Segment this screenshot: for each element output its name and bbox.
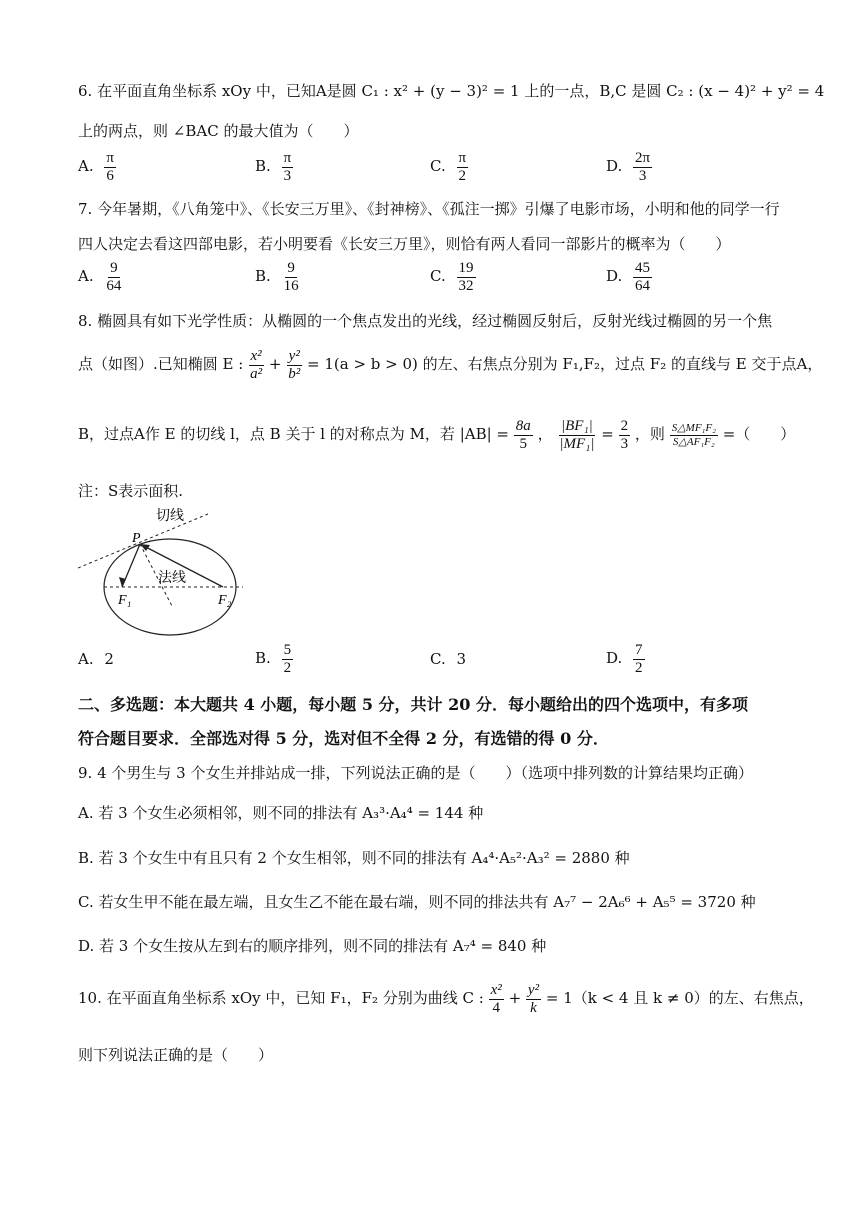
option-label: D. xyxy=(606,267,623,285)
option-label: A. xyxy=(78,267,94,285)
denominator: 3 xyxy=(283,167,292,184)
q10-line1-suffix: = 1（k < 4 且 k ≠ 0）的左、右焦点， xyxy=(545,989,814,1007)
point-p-label: P xyxy=(132,531,141,546)
q10-line1: 10. 在平面直角坐标系 xOy 中，已知 F₁，F₂ 分别为曲线 C : $\frac{\text{x²}}{4}$ + $\frac{\text{y²}}{k}$ = 1（k < 4 且 k ≠ 0）的左、右焦点， xyxy=(78,982,814,1016)
fraction xyxy=(282,150,294,184)
numerator: |BF₁| xyxy=(561,418,593,434)
q7-line1: 7. 今年暑期，《八角笼中》、《长安三万里》、《封神榜》、《孤注一掷》引爆了电影市场，小明和他的同学一行 xyxy=(78,200,780,218)
numerator: 2π xyxy=(635,150,651,166)
denominator: 64 xyxy=(635,277,651,294)
q8-line2-suffix: = 1(a > b > 0) 的左、右焦点分别为 F₁,F₂，过点 F₂ 的直线与 E 交于点A， xyxy=(307,355,823,373)
numerator: π xyxy=(283,150,292,166)
q6-option-a xyxy=(78,150,116,184)
q10-line1-prefix: 10. 在平面直角坐标系 xOy 中，已知 F₁，F₂ 分别为曲线 C : xyxy=(78,989,484,1007)
numerator: 9 xyxy=(287,260,295,276)
q6-line1: 6. 在平面直角坐标系 xOy 中，已知A是圆 C₁ : x² + (y − 3)² = 1 上的一点，B,C 是圆 C₂ : (x − 4)² + y² = 4 xyxy=(78,82,825,100)
denominator: 5 xyxy=(519,435,528,452)
q7-line2: 四人决定去看这四部电影，若小明要看《长安三万里》，则恰有两人看同一部影片的概率为（ ） xyxy=(78,235,731,253)
denominator: 2 xyxy=(283,659,292,676)
q8-option-b xyxy=(255,642,293,676)
numerator: 7 xyxy=(635,642,643,658)
option-label: A. xyxy=(78,157,94,175)
fraction xyxy=(514,418,533,452)
denominator: a² xyxy=(250,365,263,382)
denominator: 2 xyxy=(635,659,643,676)
denominator: 4 xyxy=(492,999,500,1016)
denominator: k xyxy=(530,999,537,1016)
fraction xyxy=(104,150,116,184)
numerator: y² xyxy=(288,348,300,364)
option-label: D. xyxy=(606,157,623,175)
q8-line3-suffix: =（ ） xyxy=(722,425,796,443)
q8-option-a xyxy=(78,650,114,668)
tangent-label: 切线 xyxy=(156,508,184,524)
numerator: x² xyxy=(250,348,262,364)
q8-line3-then: ，则 xyxy=(634,425,665,443)
section2-line2: 符合题目要求．全部选对得 5 分，选对但不全得 2 分，有选错的得 0 分． xyxy=(78,729,609,748)
denominator: 3 xyxy=(620,435,629,452)
option-label: C. xyxy=(430,157,446,175)
q6-option-b xyxy=(255,150,293,184)
numerator: 45 xyxy=(635,260,651,276)
denominator: 16 xyxy=(283,277,299,294)
q10-line2: 则下列说法正确的是（ ） xyxy=(78,1046,274,1064)
option-label: B. xyxy=(255,157,271,175)
ellipse-figure xyxy=(78,502,258,652)
denominator: S△AF₁F₂ xyxy=(672,435,715,448)
option-label: B. xyxy=(255,649,271,667)
fraction xyxy=(282,260,301,294)
fraction xyxy=(489,982,504,1016)
fraction xyxy=(619,418,631,452)
denominator: b² xyxy=(288,365,301,382)
q8-option-c xyxy=(430,650,466,668)
q8-line2: 点（如图）.已知椭圆 E : $\frac{\text{x²}}{\text{a²}}$ + $\frac{\text{y²}}{\text{b²}}$ = 1(a > b > 0) 的左、右焦点分别为 F₁,F₂，过点 F₂ 的直线与 E 交于点A， xyxy=(78,348,823,382)
fraction xyxy=(633,260,652,294)
option-value: 2 xyxy=(104,650,114,668)
fraction xyxy=(557,418,596,452)
denominator: 3 xyxy=(638,167,647,184)
numerator: 9 xyxy=(110,260,118,276)
q9-option-c: C. 若女生甲不能在最左端，且女生乙不能在最右端，则不同的排法共有 A₇⁷ − 2A₆⁶ + A₅⁵ = 3720 种 xyxy=(78,893,756,911)
fraction xyxy=(286,348,302,382)
q7-option-d xyxy=(606,260,652,294)
q8-line1: 8. 椭圆具有如下光学性质：从椭圆的一个焦点发出的光线，经过椭圆反射后，反射光线过椭圆的另一个焦 xyxy=(78,312,773,330)
fraction xyxy=(526,982,541,1016)
denominator: 32 xyxy=(458,277,474,294)
q6-line2: 上的两点，则 ∠BAC 的最大值为（ ） xyxy=(78,122,359,140)
fraction xyxy=(248,348,264,382)
denominator: |MF₁| xyxy=(559,435,595,452)
numerator: 8a xyxy=(515,418,531,434)
option-label: C. xyxy=(430,650,446,668)
option-value: 3 xyxy=(456,650,467,668)
numerator: x² xyxy=(490,982,502,998)
denominator: 64 xyxy=(106,277,122,294)
numerator: π xyxy=(106,150,114,166)
q8-line3-prefix: B，过点A作 E 的切线 l，点 B 关于 l 的对称点为 M，若 |AB| = xyxy=(78,425,509,443)
section2-line1: 二、多选题：本大题共 4 小题，每小题 5 分，共计 20 分．每小题给出的四个选项中，有多项 xyxy=(78,695,748,714)
q6-option-c xyxy=(430,150,468,184)
option-label: A. xyxy=(78,650,94,668)
fraction xyxy=(633,150,652,184)
fraction xyxy=(457,260,476,294)
q8-line2-prefix: 点（如图）.已知椭圆 E : xyxy=(78,355,244,373)
fraction xyxy=(282,642,294,676)
numerator: 5 xyxy=(283,642,292,658)
arrow-head-p xyxy=(140,544,150,551)
normal-label: 法线 xyxy=(158,570,186,586)
numerator: S△MF₁F₂ xyxy=(671,422,716,435)
q8-line3: B，过点A作 E 的切线 l，点 B 关于 l 的对称点为 M，若 |AB| = $\frac{8a}{5}$ ， $\frac{\text{|BF₁|}}{\text{|MF₁|}}$ = $\frac{2}{3}$ ，则 $\frac{\text{S△MF₁F₂}}{\text{S△AF₁F₂}}$ =（ ） xyxy=(78,418,796,452)
q9-option-a: A. 若 3 个女生必须相邻，则不同的排法有 A₃³·A₄⁴ = 144 种 xyxy=(78,804,484,822)
fraction xyxy=(633,642,645,676)
option-label: D. xyxy=(606,649,623,667)
q7-option-b xyxy=(255,260,301,294)
denominator: 2 xyxy=(458,167,467,184)
q9-option-b: B. 若 3 个女生中有且只有 2 个女生相邻，则不同的排法有 A₄⁴·A₅²·A₃² = 2880 种 xyxy=(78,849,630,867)
q7-option-a xyxy=(78,260,123,294)
q9-stem: 9. 4 个男生与 3 个女生并排站成一排，下列说法正确的是（ ）（选项中排列数的计算结果均正确） xyxy=(78,764,753,782)
q6-option-d xyxy=(606,150,652,184)
option-label: B. xyxy=(255,267,271,285)
numerator: y² xyxy=(527,982,540,998)
point-f2-label: F₂ xyxy=(218,593,232,608)
q7-option-c xyxy=(430,260,476,294)
numerator: π xyxy=(458,150,467,166)
q8-option-d xyxy=(606,642,645,676)
numerator: 19 xyxy=(458,260,474,276)
option-label: C. xyxy=(430,267,446,285)
point-f1-label: F₁ xyxy=(118,593,132,608)
numerator: 2 xyxy=(620,418,629,434)
q8-note: 注：S表示面积. xyxy=(78,482,184,500)
fraction xyxy=(104,260,123,294)
q9-option-d: D. 若 3 个女生按从左到右的顺序排列，则不同的排法有 A₇⁴ = 840 种 xyxy=(78,937,547,955)
fraction xyxy=(670,422,718,447)
denominator: 6 xyxy=(106,167,114,184)
fraction xyxy=(457,150,469,184)
